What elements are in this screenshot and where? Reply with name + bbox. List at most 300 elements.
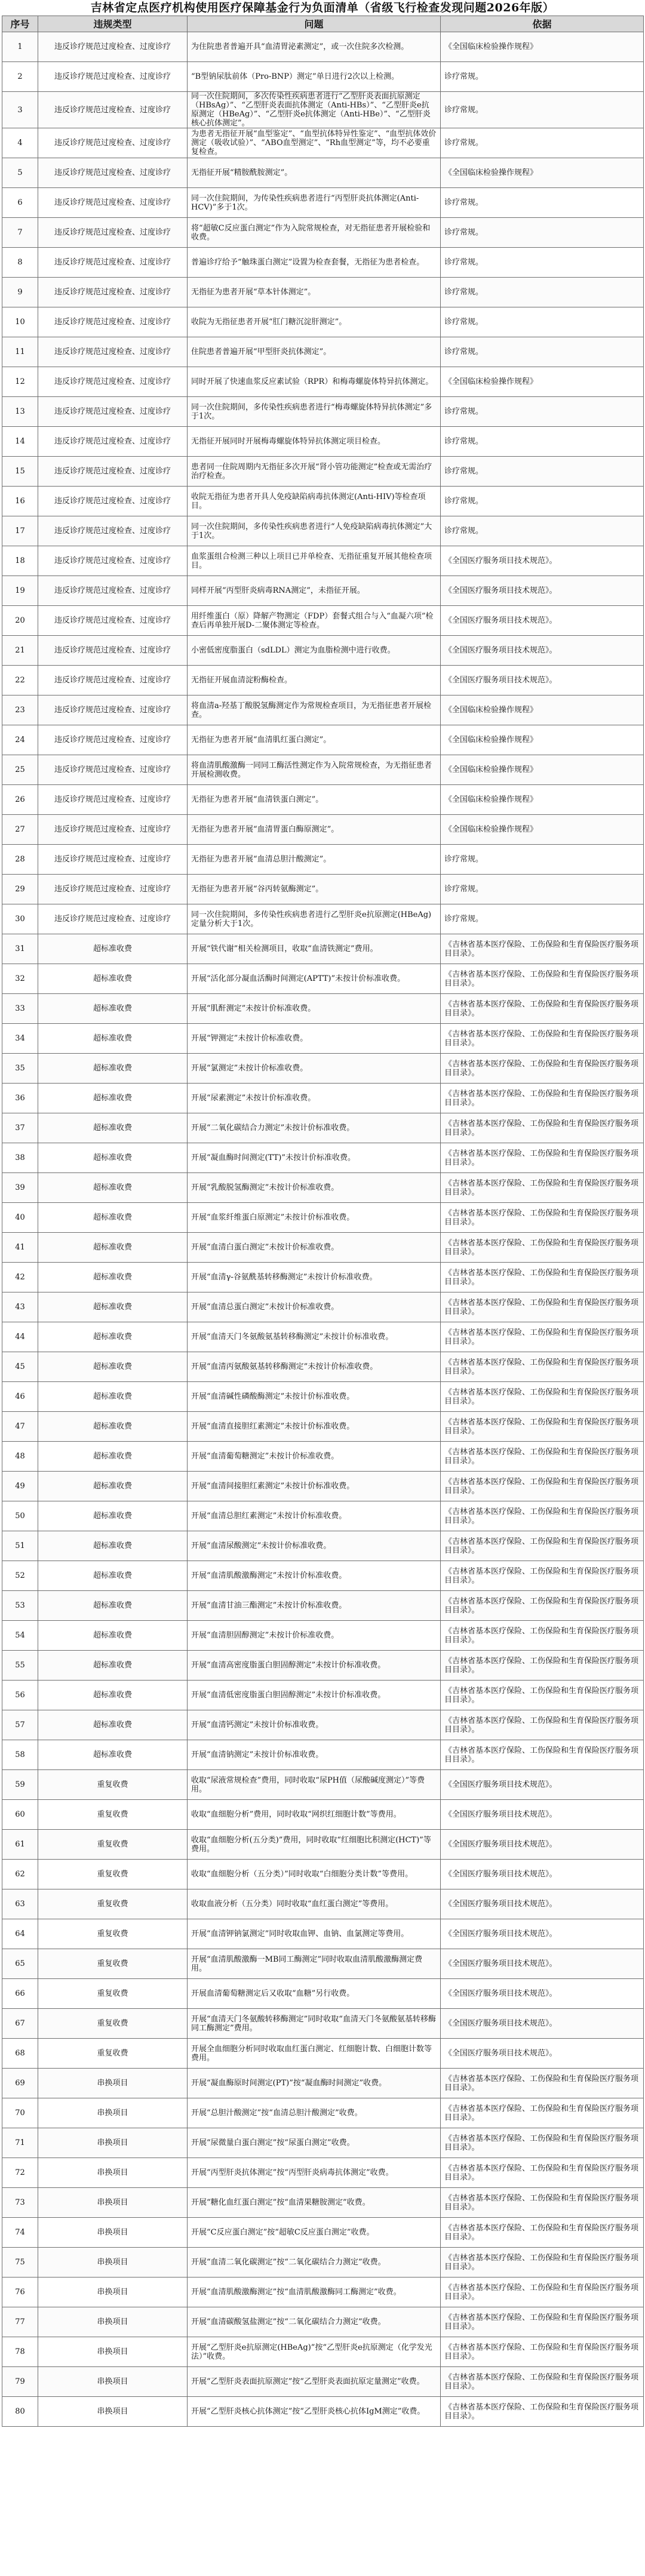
row-basis-cell: 《吉林省基本医疗保险、工伤保险和生育保险医疗服务项目目录》。 (441, 964, 644, 994)
row-issue-cell: 开展“铁代谢”相关检测项目，收取“血清铁测定”费用。 (188, 934, 441, 964)
row-basis-cell: 诊疗常规。 (441, 278, 644, 307)
row-basis-cell: 《全国医疗服务项目技术规范》。 (441, 2009, 644, 2039)
row-basis-cell: 《全国临床检验操作规程》 (441, 158, 644, 188)
row-basis-cell: 诊疗常规。 (441, 337, 644, 367)
row-seq-cell: 29 (2, 875, 38, 904)
row-basis-cell: 《吉林省基本医疗保险、工伤保险和生育保险医疗服务项目目录》。 (441, 1681, 644, 1710)
table-row (2, 62, 644, 92)
row-issue-cell: 开展“凝血酶原时间测定(PT)”按“凝血酶时间测定”收费。 (188, 2069, 441, 2098)
row-seq-cell: 21 (2, 636, 38, 666)
row-seq-cell: 2 (2, 62, 38, 92)
table-row (2, 2337, 644, 2367)
row-issue-cell: 开展“血清高密度脂蛋白胆固醇测定”未按计价标准收费。 (188, 1651, 441, 1681)
row-seq-cell: 46 (2, 1382, 38, 1412)
row-basis-cell: 《全国医疗服务项目技术规范》。 (441, 1800, 644, 1830)
row-type-cell: 超标准收费 (38, 1143, 188, 1173)
row-type-cell: 超标准收费 (38, 1322, 188, 1352)
row-type-cell: 违反诊疗规范过度检查、过度诊疗 (38, 636, 188, 666)
row-type-cell: 串换项目 (38, 2307, 188, 2337)
row-type-cell: 重复收费 (38, 1830, 188, 1860)
row-type-cell: 违反诊疗规范过度检查、过度诊疗 (38, 92, 188, 128)
table-row (2, 2367, 644, 2397)
row-seq-cell: 5 (2, 158, 38, 188)
row-issue-cell: 开展“血清碳酸氢盐测定”按“二氧化碳结合力测定”收费。 (188, 2307, 441, 2337)
row-issue-cell: 开展血清葡萄糖测定后又收取“血糖”另行收费。 (188, 1979, 441, 2009)
row-type-cell: 违反诊疗规范过度检查、过度诊疗 (38, 397, 188, 427)
table-row (2, 1889, 644, 1919)
row-issue-cell: 开展“尿素测定”未按计价标准收费。 (188, 1084, 441, 1113)
row-basis-cell: 诊疗常规。 (441, 62, 644, 92)
row-type-cell: 违反诊疗规范过度检查、过度诊疗 (38, 337, 188, 367)
row-seq-cell: 23 (2, 695, 38, 725)
row-basis-cell: 《吉林省基本医疗保险、工伤保险和生育保险医疗服务项目目录》。 (441, 1143, 644, 1173)
row-issue-cell: 同一次住院期间，多传染性疾病患者进行“梅毒螺旋体特异抗体测定”多于1次。 (188, 397, 441, 427)
table-row (2, 845, 644, 875)
row-seq-cell: 65 (2, 1949, 38, 1979)
table-row (2, 2098, 644, 2128)
header-seq: 序号 (2, 16, 38, 32)
table-row (2, 1740, 644, 1770)
row-issue-cell: 同一次住院期间，为传染性疾病患者进行“丙型肝炎抗体测定(Anti-HCV)”多于1次。 (188, 188, 441, 218)
row-type-cell: 重复收费 (38, 1860, 188, 1889)
table-row (2, 1024, 644, 1054)
row-basis-cell: 《吉林省基本医疗保险、工伤保险和生育保险医疗服务项目目录》。 (441, 1621, 644, 1651)
table-row (2, 1263, 644, 1292)
row-basis-cell: 《全国医疗服务项目技术规范》。 (441, 2039, 644, 2069)
row-issue-cell: 开展“乙型肝炎e抗原测定(HBeAg)”按“乙型肝炎e抗原测定（化学发光法）”收费。 (188, 2337, 441, 2367)
row-issue-cell: 小密低密度脂蛋白（sdLDL）测定为血脂检测中进行收费。 (188, 636, 441, 666)
row-type-cell: 超标准收费 (38, 1442, 188, 1472)
row-seq-cell: 33 (2, 994, 38, 1024)
row-seq-cell: 75 (2, 2248, 38, 2278)
row-basis-cell: 诊疗常规。 (441, 248, 644, 278)
row-basis-cell: 《吉林省基本医疗保险、工伤保险和生育保险医疗服务项目目录》。 (441, 2158, 644, 2188)
row-issue-cell: 开展“活化部分凝血活酶时间测定(APTT)”未按计价标准收费。 (188, 964, 441, 994)
row-issue-cell: 开展“血清肌酸激酶测定”未按计价标准收费。 (188, 1561, 441, 1591)
row-issue-cell: 开展“血清直接胆红素测定”未按计价标准收费。 (188, 1412, 441, 1442)
table-row (2, 1949, 644, 1979)
table-row (2, 307, 644, 337)
row-type-cell: 违反诊疗规范过度检查、过度诊疗 (38, 487, 188, 516)
row-issue-cell: 无指征开展同时开展梅毒螺旋体特异抗体测定项目检查。 (188, 427, 441, 457)
table-row (2, 1442, 644, 1472)
row-basis-cell: 诊疗常规。 (441, 307, 644, 337)
row-type-cell: 超标准收费 (38, 1710, 188, 1740)
row-type-cell: 违反诊疗规范过度检查、过度诊疗 (38, 62, 188, 92)
row-type-cell: 违反诊疗规范过度检查、过度诊疗 (38, 725, 188, 755)
row-basis-cell: 《吉林省基本医疗保险、工伤保险和生育保险医疗服务项目目录》。 (441, 1651, 644, 1681)
table-row (2, 994, 644, 1024)
row-issue-cell: 开展“血清碱性磷酸酶测定”未按计价标准收费。 (188, 1382, 441, 1412)
row-basis-cell: 《全国医疗服务项目技术规范》。 (441, 636, 644, 666)
row-seq-cell: 11 (2, 337, 38, 367)
row-issue-cell: 开展“乙型肝炎核心抗体测定”按“乙型肝炎核心抗体IgM测定”收费。 (188, 2397, 441, 2427)
table-row (2, 2218, 644, 2248)
row-type-cell: 违反诊疗规范过度检查、过度诊疗 (38, 516, 188, 546)
row-issue-cell: 同样开展“丙型肝炎病毒RNA测定”，未指征开展。 (188, 576, 441, 606)
table-row (2, 1830, 644, 1860)
row-type-cell: 超标准收费 (38, 1621, 188, 1651)
row-basis-cell: 诊疗常规。 (441, 427, 644, 457)
row-seq-cell: 24 (2, 725, 38, 755)
row-basis-cell: 《全国医疗服务项目技术规范》。 (441, 546, 644, 576)
row-basis-cell: 《吉林省基本医疗保险、工伤保险和生育保险医疗服务项目目录》。 (441, 2248, 644, 2278)
row-seq-cell: 67 (2, 2009, 38, 2039)
row-basis-cell: 诊疗常规。 (441, 487, 644, 516)
row-issue-cell: 开展“血清间接胆红素测定”未按计价标准收费。 (188, 1472, 441, 1501)
table-row (2, 248, 644, 278)
table-row (2, 666, 644, 695)
row-seq-cell: 54 (2, 1621, 38, 1651)
row-issue-cell: 同一次住院期间，多传染性疾病患者进行乙型肝炎e抗原测定(HBeAg)定量分析大于1次。 (188, 904, 441, 934)
row-seq-cell: 30 (2, 904, 38, 934)
row-issue-cell: 普遍诊疗给予“触珠蛋白测定”设置为检查套餐，无指征为患者检查。 (188, 248, 441, 278)
row-seq-cell: 35 (2, 1054, 38, 1084)
row-issue-cell: 开展“血清葡萄糖测定”未按计价标准收费。 (188, 1442, 441, 1472)
row-basis-cell: 《吉林省基本医疗保险、工伤保险和生育保险医疗服务项目目录》。 (441, 1054, 644, 1084)
row-issue-cell: 收取“血细胞分析（五分类）”同时收取“白细胞分类计数”等费用。 (188, 1860, 441, 1889)
row-type-cell: 串换项目 (38, 2337, 188, 2367)
row-type-cell: 串换项目 (38, 2098, 188, 2128)
row-type-cell: 违反诊疗规范过度检查、过度诊疗 (38, 248, 188, 278)
row-seq-cell: 51 (2, 1531, 38, 1561)
row-seq-cell: 74 (2, 2218, 38, 2248)
row-seq-cell: 56 (2, 1681, 38, 1710)
row-basis-cell: 《吉林省基本医疗保险、工伤保险和生育保险医疗服务项目目录》。 (441, 1113, 644, 1143)
row-basis-cell: 《全国临床检验操作规程》 (441, 815, 644, 845)
row-type-cell: 违反诊疗规范过度检查、过度诊疗 (38, 32, 188, 62)
row-type-cell: 超标准收费 (38, 1412, 188, 1442)
row-issue-cell: 同一次住院期间，多次传染性疾病患者进行“乙型肝炎表面抗原测定（HBsAg）”、“乙型肝炎表面抗体测定（Anti-HBs）”、“乙型肝炎e抗原测定（HBeAg）”、“乙型肝炎e抗体测定（Anti-HBe）”、“乙型肝炎核心抗体测定”。 (188, 92, 441, 128)
row-issue-cell: 开展“血清天门冬氨酸氨基转移酶测定”未按计价标准收费。 (188, 1322, 441, 1352)
row-type-cell: 串换项目 (38, 2069, 188, 2098)
row-type-cell: 违反诊疗规范过度检查、过度诊疗 (38, 457, 188, 487)
table-row (2, 1591, 644, 1621)
row-basis-cell: 《全国临床检验操作规程》 (441, 725, 644, 755)
table-row (2, 1292, 644, 1322)
row-issue-cell: 开展“血清丙氨酸氨基转移酶测定”未按计价标准收费。 (188, 1352, 441, 1382)
row-seq-cell: 55 (2, 1651, 38, 1681)
row-basis-cell: 《全国医疗服务项目技术规范》。 (441, 1949, 644, 1979)
table-row (2, 1203, 644, 1233)
table-row (2, 1860, 644, 1889)
row-basis-cell: 《吉林省基本医疗保险、工伤保险和生育保险医疗服务项目目录》。 (441, 2128, 644, 2158)
row-seq-cell: 34 (2, 1024, 38, 1054)
row-issue-cell: 无指征为患者开展“谷丙转氨酶测定”。 (188, 875, 441, 904)
table-row (2, 815, 644, 845)
row-type-cell: 超标准收费 (38, 1203, 188, 1233)
row-seq-cell: 40 (2, 1203, 38, 1233)
row-type-cell: 违反诊疗规范过度检查、过度诊疗 (38, 188, 188, 218)
row-basis-cell: 《全国医疗服务项目技术规范》。 (441, 576, 644, 606)
row-seq-cell: 15 (2, 457, 38, 487)
row-seq-cell: 64 (2, 1919, 38, 1949)
row-seq-cell: 45 (2, 1352, 38, 1382)
row-seq-cell: 69 (2, 2069, 38, 2098)
row-type-cell: 串换项目 (38, 2248, 188, 2278)
row-basis-cell: 《吉林省基本医疗保险、工伤保险和生育保险医疗服务项目目录》。 (441, 1531, 644, 1561)
table-row (2, 1084, 644, 1113)
row-type-cell: 超标准收费 (38, 1681, 188, 1710)
row-seq-cell: 70 (2, 2098, 38, 2128)
row-seq-cell: 52 (2, 1561, 38, 1591)
table-row (2, 2307, 644, 2337)
table-row (2, 606, 644, 636)
row-type-cell: 违反诊疗规范过度检查、过度诊疗 (38, 307, 188, 337)
row-basis-cell: 《全国医疗服务项目技术规范》。 (441, 1860, 644, 1889)
row-issue-cell: 收取“血细胞分析(五分类)”费用，同时收取“红细胞比积测定(HCT)”等费用。 (188, 1830, 441, 1860)
row-basis-cell: 诊疗常规。 (441, 457, 644, 487)
table-row (2, 188, 644, 218)
table-row (2, 785, 644, 815)
document-title: 吉林省定点医疗机构使用医疗保障基金行为负面清单（省级飞行检查发现问题2026年版） (90, 1, 555, 14)
row-basis-cell: 诊疗常规。 (441, 904, 644, 934)
header-basis: 依据 (441, 16, 644, 32)
table-row (2, 2009, 644, 2039)
row-basis-cell: 《吉林省基本医疗保险、工伤保险和生育保险医疗服务项目目录》。 (441, 1203, 644, 1233)
table-row (2, 1979, 644, 2009)
table-row (2, 2188, 644, 2218)
negative-list-table (2, 16, 644, 2427)
row-seq-cell: 25 (2, 755, 38, 785)
row-type-cell: 超标准收费 (38, 934, 188, 964)
table-row (2, 2278, 644, 2307)
table-row (2, 1054, 644, 1084)
row-type-cell: 超标准收费 (38, 1263, 188, 1292)
table-row (2, 487, 644, 516)
row-issue-cell: 为患者无指征开展“血型鉴定”、“血型抗体特异性鉴定”、“血型抗体效价测定（吸收试验）”、“ABO血型测定”、“Rh血型测定”等，均不必要重复检查。 (188, 128, 441, 158)
row-type-cell: 违反诊疗规范过度检查、过度诊疗 (38, 158, 188, 188)
table-body (2, 32, 644, 2427)
row-issue-cell: 开展“总胆汁酸测定”按“血清总胆汁酸测定”收费。 (188, 2098, 441, 2128)
row-type-cell: 违反诊疗规范过度检查、过度诊疗 (38, 278, 188, 307)
row-basis-cell: 《吉林省基本医疗保险、工伤保险和生育保险医疗服务项目目录》。 (441, 1501, 644, 1531)
row-seq-cell: 31 (2, 934, 38, 964)
row-basis-cell: 《全国医疗服务项目技术规范》。 (441, 1830, 644, 1860)
row-issue-cell: 收取“血细胞分析”费用，同时收取“网织红细胞计数”等费用。 (188, 1800, 441, 1830)
row-seq-cell: 12 (2, 367, 38, 397)
table-row (2, 1113, 644, 1143)
table-row (2, 755, 644, 785)
row-type-cell: 超标准收费 (38, 1382, 188, 1412)
table-row (2, 1233, 644, 1263)
row-issue-cell: 开展“血清白蛋白测定”未按计价标准收费。 (188, 1233, 441, 1263)
row-type-cell: 串换项目 (38, 2188, 188, 2218)
row-seq-cell: 78 (2, 2337, 38, 2367)
row-basis-cell: 《吉林省基本医疗保险、工伤保险和生育保险医疗服务项目目录》。 (441, 2397, 644, 2427)
table-row (2, 2248, 644, 2278)
row-issue-cell: 将血清a-羟基丁酸脱氢酶测定作为常规检查项目，为无指征患者开展检查。 (188, 695, 441, 725)
table-row (2, 367, 644, 397)
row-basis-cell: 《吉林省基本医疗保险、工伤保险和生育保险医疗服务项目目录》。 (441, 1412, 644, 1442)
table-row (2, 1681, 644, 1710)
row-type-cell: 违反诊疗规范过度检查、过度诊疗 (38, 666, 188, 695)
row-issue-cell: “B型钠尿肽前体（Pro-BNP）测定”单日进行2次以上检测。 (188, 62, 441, 92)
row-seq-cell: 6 (2, 188, 38, 218)
row-issue-cell: 开展“C反应蛋白测定”按“超敏C反应蛋白测定”收费。 (188, 2218, 441, 2248)
row-type-cell: 重复收费 (38, 1800, 188, 1830)
row-seq-cell: 39 (2, 1173, 38, 1203)
row-basis-cell: 诊疗常规。 (441, 218, 644, 248)
row-issue-cell: 无指征为患者开展“血清铁蛋白测定”。 (188, 785, 441, 815)
row-type-cell: 违反诊疗规范过度检查、过度诊疗 (38, 755, 188, 785)
row-basis-cell: 《吉林省基本医疗保险、工伤保险和生育保险医疗服务项目目录》。 (441, 1173, 644, 1203)
table-row (2, 397, 644, 427)
table-row (2, 2397, 644, 2427)
row-type-cell: 超标准收费 (38, 1740, 188, 1770)
table-row (2, 2158, 644, 2188)
row-type-cell: 重复收费 (38, 1979, 188, 2009)
table-row (2, 32, 644, 62)
row-type-cell: 超标准收费 (38, 1054, 188, 1084)
row-issue-cell: 无指征开展血清淀粉酶检查。 (188, 666, 441, 695)
row-type-cell: 串换项目 (38, 2218, 188, 2248)
row-type-cell: 重复收费 (38, 1770, 188, 1800)
row-type-cell: 超标准收费 (38, 1113, 188, 1143)
row-basis-cell: 《吉林省基本医疗保险、工伤保险和生育保险医疗服务项目目录》。 (441, 1382, 644, 1412)
row-basis-cell: 《全国临床检验操作规程》 (441, 367, 644, 397)
row-issue-cell: 住院患者普遍开展“甲型肝炎抗体测定”。 (188, 337, 441, 367)
row-type-cell: 违反诊疗规范过度检查、过度诊疗 (38, 695, 188, 725)
row-issue-cell: 开展“血清二氧化碳测定”按“二氧化碳结合力测定”收费。 (188, 2248, 441, 2278)
row-issue-cell: 开展“血清胆固醇测定”未按计价标准收费。 (188, 1621, 441, 1651)
table-row (2, 636, 644, 666)
row-issue-cell: 将血清肌酸激酶一同同工酶活性测定作为入院常规检查，为无指征患者开展检测收费。 (188, 755, 441, 785)
table-row (2, 2128, 644, 2158)
row-seq-cell: 57 (2, 1710, 38, 1740)
row-basis-cell: 《全国医疗服务项目技术规范》。 (441, 1979, 644, 2009)
row-seq-cell: 27 (2, 815, 38, 845)
row-basis-cell: 《吉林省基本医疗保险、工伤保险和生育保险医疗服务项目目录》。 (441, 994, 644, 1024)
row-issue-cell: 开展“尿微量白蛋白测定”按“尿蛋白测定”收费。 (188, 2128, 441, 2158)
table-row (2, 457, 644, 487)
table-row (2, 427, 644, 457)
row-basis-cell: 《吉林省基本医疗保险、工伤保险和生育保险医疗服务项目目录》。 (441, 1442, 644, 1472)
row-type-cell: 重复收费 (38, 1949, 188, 1979)
row-issue-cell: 同时开展了快速血浆反应素试验（RPR）和梅毒螺旋体特异抗体测定。 (188, 367, 441, 397)
row-basis-cell: 《吉林省基本医疗保险、工伤保险和生育保险医疗服务项目目录》。 (441, 1263, 644, 1292)
row-issue-cell: 开展“乙型肝炎表面抗原测定”按“乙型肝炎表面抗原定量测定”收费。 (188, 2367, 441, 2397)
row-basis-cell: 《吉林省基本医疗保险、工伤保险和生育保险医疗服务项目目录》。 (441, 2307, 644, 2337)
table-row (2, 695, 644, 725)
row-basis-cell: 《吉林省基本医疗保险、工伤保险和生育保险医疗服务项目目录》。 (441, 2188, 644, 2218)
row-type-cell: 违反诊疗规范过度检查、过度诊疗 (38, 128, 188, 158)
row-basis-cell: 《吉林省基本医疗保险、工伤保险和生育保险医疗服务项目目录》。 (441, 1352, 644, 1382)
row-type-cell: 超标准收费 (38, 1501, 188, 1531)
table-row (2, 964, 644, 994)
table-row (2, 1561, 644, 1591)
row-type-cell: 超标准收费 (38, 1173, 188, 1203)
row-basis-cell: 诊疗常规。 (441, 128, 644, 158)
row-basis-cell: 《吉林省基本医疗保险、工伤保险和生育保险医疗服务项目目录》。 (441, 1561, 644, 1591)
row-seq-cell: 72 (2, 2158, 38, 2188)
row-issue-cell: 开展“氯测定”未按计价标准收费。 (188, 1054, 441, 1084)
table-row (2, 1472, 644, 1501)
row-seq-cell: 10 (2, 307, 38, 337)
row-type-cell: 超标准收费 (38, 1024, 188, 1054)
row-type-cell: 超标准收费 (38, 1352, 188, 1382)
row-issue-cell: 患者同一住院周期内无指征多次开展“肾小管功能测定”检查或无需治疗治疗检查。 (188, 457, 441, 487)
row-seq-cell: 38 (2, 1143, 38, 1173)
row-seq-cell: 80 (2, 2397, 38, 2427)
row-issue-cell: 开展“血清钾钠氯测定”同时收取血钾、血钠、血氯测定等费用。 (188, 1919, 441, 1949)
row-basis-cell: 《吉林省基本医疗保险、工伤保险和生育保险医疗服务项目目录》。 (441, 1084, 644, 1113)
row-seq-cell: 44 (2, 1322, 38, 1352)
row-issue-cell: 开展全血细胞分析同时收取血红蛋白测定、红细胞计数、白细胞计数等费用。 (188, 2039, 441, 2069)
row-seq-cell: 17 (2, 516, 38, 546)
row-issue-cell: 无指征开展“精胺酰胺测定”。 (188, 158, 441, 188)
row-seq-cell: 61 (2, 1830, 38, 1860)
table-row (2, 1770, 644, 1800)
row-issue-cell: 无指征为患者开展“血清胃蛋白酶原测定”。 (188, 815, 441, 845)
row-issue-cell: 开展“二氧化碳结合力测定”未按计价标准收费。 (188, 1113, 441, 1143)
row-seq-cell: 62 (2, 1860, 38, 1889)
row-seq-cell: 16 (2, 487, 38, 516)
row-seq-cell: 36 (2, 1084, 38, 1113)
table-row (2, 2039, 644, 2069)
row-seq-cell: 71 (2, 2128, 38, 2158)
table-row (2, 158, 644, 188)
table-row (2, 278, 644, 307)
row-issue-cell: 同一次住院期间，多传染性疾病患者进行“人免疫缺陷病毒抗体测定”大于1次。 (188, 516, 441, 546)
row-type-cell: 超标准收费 (38, 994, 188, 1024)
row-seq-cell: 7 (2, 218, 38, 248)
row-seq-cell: 53 (2, 1591, 38, 1621)
row-basis-cell: 《吉林省基本医疗保险、工伤保险和生育保险医疗服务项目目录》。 (441, 1322, 644, 1352)
row-issue-cell: 开展“肌酐测定”未按计价标准收费。 (188, 994, 441, 1024)
table-row (2, 1651, 644, 1681)
row-basis-cell: 《全国临床检验操作规程》 (441, 695, 644, 725)
row-issue-cell: 开展“血清钙测定”未按计价标准收费。 (188, 1710, 441, 1740)
row-seq-cell: 49 (2, 1472, 38, 1501)
row-issue-cell: 收取“尿液常规检查”费用，同时收取“尿PH值（尿酸碱度测定）”等费用。 (188, 1770, 441, 1800)
row-issue-cell: 无指征为患者开展“血清总胆汁酸测定”。 (188, 845, 441, 875)
table-row (2, 576, 644, 606)
header-type: 违规类型 (38, 16, 188, 32)
row-seq-cell: 32 (2, 964, 38, 994)
table-row (2, 1800, 644, 1830)
row-issue-cell: 无指征为患者开展“血清肌红蛋白测定”。 (188, 725, 441, 755)
table-row (2, 725, 644, 755)
row-basis-cell: 《全国临床检验操作规程》 (441, 755, 644, 785)
table-row (2, 546, 644, 576)
table-row (2, 1412, 644, 1442)
row-type-cell: 违反诊疗规范过度检查、过度诊疗 (38, 427, 188, 457)
table-row (2, 1143, 644, 1173)
row-type-cell: 超标准收费 (38, 1084, 188, 1113)
row-type-cell: 超标准收费 (38, 1233, 188, 1263)
row-seq-cell: 77 (2, 2307, 38, 2337)
row-seq-cell: 76 (2, 2278, 38, 2307)
row-seq-cell: 42 (2, 1263, 38, 1292)
row-issue-cell: 开展“血清天门冬氨酸转移酶测定”同时收取“血清天门冬氨酸氨基转移酶同工酶测定”费用。 (188, 2009, 441, 2039)
row-type-cell: 违反诊疗规范过度检查、过度诊疗 (38, 218, 188, 248)
row-type-cell: 超标准收费 (38, 1531, 188, 1561)
row-issue-cell: 开展“乳酸脱氢酶测定”未按计价标准收费。 (188, 1173, 441, 1203)
row-basis-cell: 《全国临床检验操作规程》 (441, 32, 644, 62)
row-seq-cell: 4 (2, 128, 38, 158)
row-seq-cell: 79 (2, 2367, 38, 2397)
row-issue-cell: 开展“血清肌酸激酶一MB同工酶测定”同时收取血清肌酸激酶测定费用。 (188, 1949, 441, 1979)
row-basis-cell: 《吉林省基本医疗保险、工伤保险和生育保险医疗服务项目目录》。 (441, 2278, 644, 2307)
row-type-cell: 重复收费 (38, 2009, 188, 2039)
row-issue-cell: 开展“糖化血红蛋白测定”按“血清果糖胺测定”收费。 (188, 2188, 441, 2218)
table-row (2, 875, 644, 904)
table-row (2, 516, 644, 546)
row-seq-cell: 66 (2, 1979, 38, 2009)
row-type-cell: 串换项目 (38, 2278, 188, 2307)
row-type-cell: 违反诊疗规范过度检查、过度诊疗 (38, 904, 188, 934)
